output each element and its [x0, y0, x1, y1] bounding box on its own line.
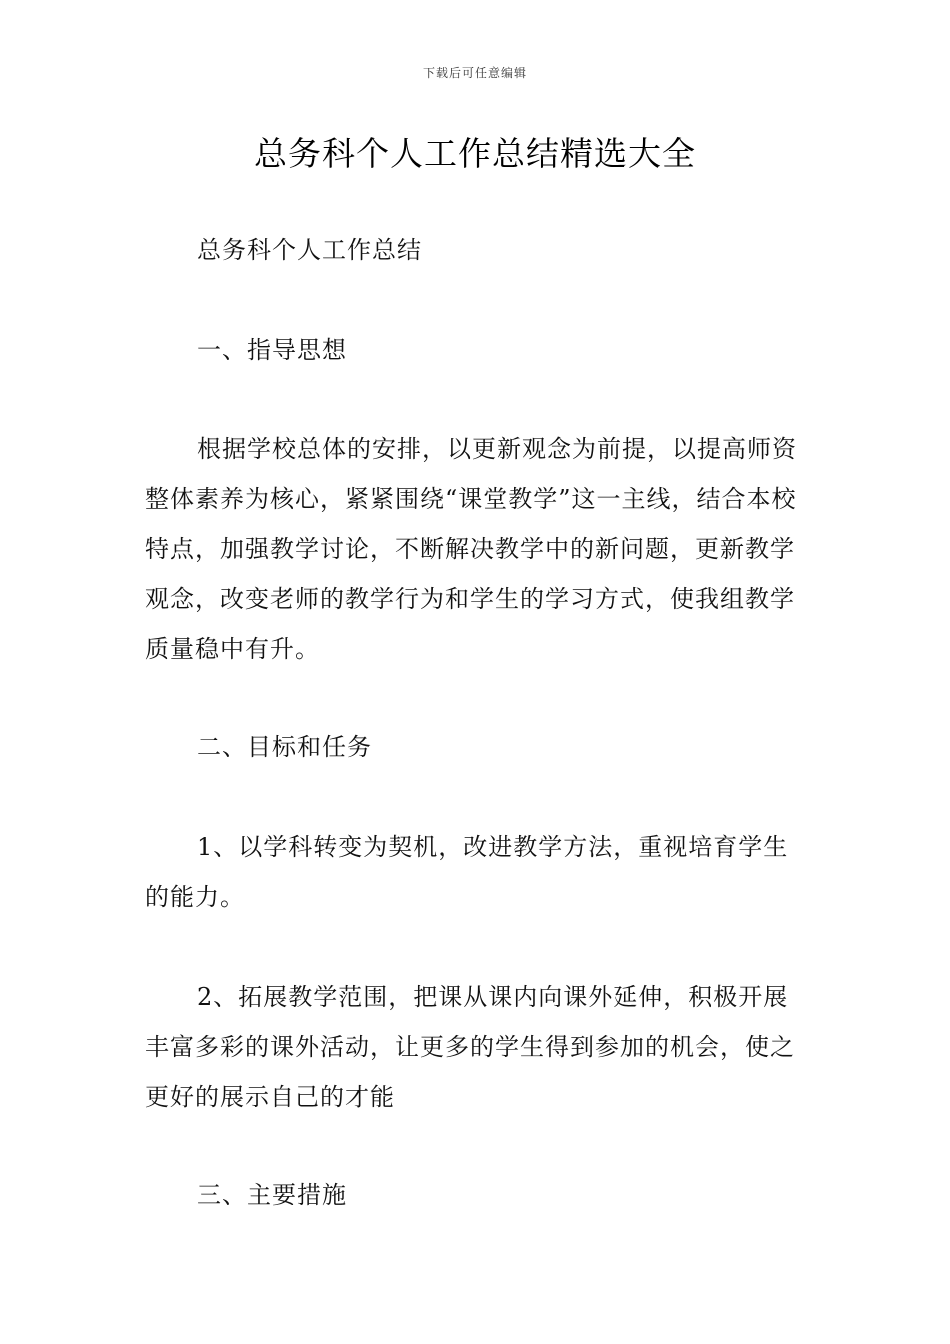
list-item-goal-1: 1、以学科转变为契机，改进教学方法，重视培育学生的能力。: [145, 833, 789, 911]
section-heading-guiding-ideas: 一、指导思想: [197, 336, 347, 364]
document-title: 总务科个人工作总结精选大全: [254, 134, 696, 173]
subtitle: 总务科个人工作总结: [197, 236, 422, 264]
section-heading-measures: 三、主要措施: [197, 1181, 347, 1209]
list-item-goal-2: 2、拓展教学范围，把课从课内向课外延伸，积极开展丰富多彩的课外活动，让更多的学生得到参加的机会，使之更好的展示自己的才能: [145, 983, 795, 1111]
header-note: 下载后可任意编辑: [422, 66, 527, 80]
paragraph-guiding-ideas: 根据学校总体的安排，以更新观念为前提，以提高师资整体素养为核心，紧紧围绕“课堂教学”这一主线，结合本校特点，加强教学讨论，不断解决教学中的新问题，更新教学观念，改变老师的教学行为和学生的学习方式，使我组教学质量稳中有升。: [145, 435, 797, 663]
section-heading-goals: 二、目标和任务: [197, 733, 372, 761]
